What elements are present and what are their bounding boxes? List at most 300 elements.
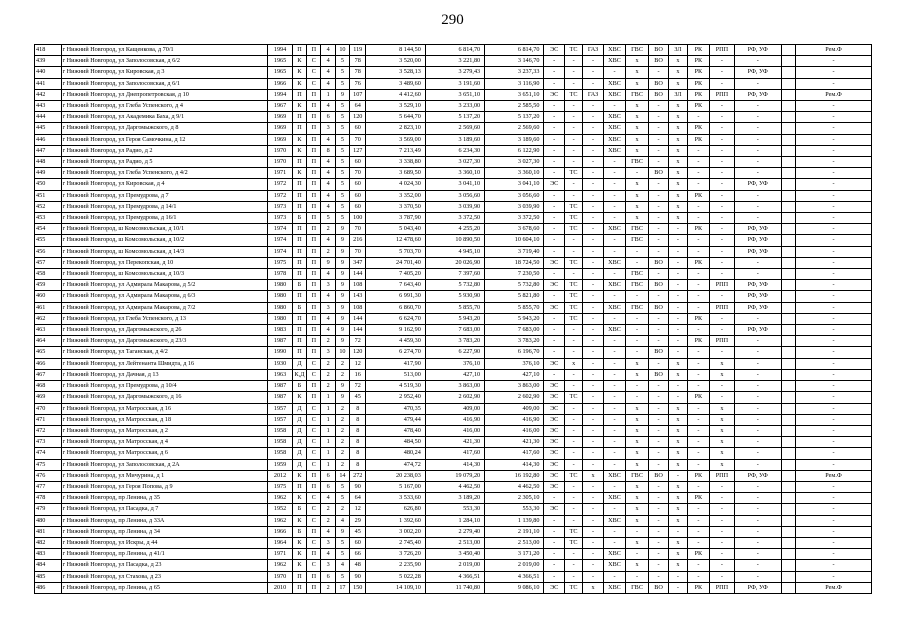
cell-floors: 2 xyxy=(335,425,349,436)
cell-address: г Нижний Новгород, ул Премудрова, д 14/1 xyxy=(61,201,268,212)
cell-service-rf-uf: - xyxy=(734,201,781,212)
cell-address: г Нижний Новгород, ш Комсомольская, д 10/3 xyxy=(61,269,268,280)
cell-service-ts: ТС xyxy=(564,582,582,593)
cell-service-rem-f: - xyxy=(796,392,872,403)
cell-service-rpp: - xyxy=(710,56,735,67)
cell-service-rk: - xyxy=(687,157,710,168)
cell-service-extra xyxy=(781,78,795,89)
cell-project-type: С xyxy=(307,437,321,448)
cell-service-rpp: х xyxy=(710,437,735,448)
cell-wall-material: П xyxy=(292,481,306,492)
cell-service-hvs: - xyxy=(603,425,626,436)
cell-living-area: 5 137,20 xyxy=(425,112,484,123)
cell-year-built: 1966 xyxy=(268,526,293,537)
cell-floors: 9 xyxy=(335,526,349,537)
cell-living-area: 5 930,90 xyxy=(425,291,484,302)
cell-living-area: 5 732,80 xyxy=(425,280,484,291)
cell-service-ts: - xyxy=(564,112,582,123)
cell-year-built: 1983 xyxy=(268,325,293,336)
cell-service-hvs: - xyxy=(603,213,626,224)
cell-service-ts: ТС xyxy=(564,537,582,548)
cell-living-area: 3 450,40 xyxy=(425,549,484,560)
cell-service-zl: - xyxy=(669,246,687,257)
table-row xyxy=(35,224,872,235)
cell-service-rk: - xyxy=(687,145,710,156)
cell-service-rpp: - xyxy=(710,67,735,78)
cell-service-ts: - xyxy=(564,369,582,380)
cell-apartments: 216 xyxy=(350,235,366,246)
cell-service-extra xyxy=(781,549,795,560)
cell-private-area: 3 027,30 xyxy=(485,157,544,168)
cell-service-gvs: х xyxy=(626,481,649,492)
table-row xyxy=(35,470,872,481)
cell-service-hvs: ХВС xyxy=(603,123,626,134)
cell-address: г Нижний Новгород, ул Пасадка, д 23 xyxy=(61,560,268,571)
cell-private-area: 3 189,60 xyxy=(485,134,544,145)
cell-service-rk: - xyxy=(687,381,710,392)
cell-service-gvs: - xyxy=(626,381,649,392)
cell-service-vo: - xyxy=(648,157,668,168)
cell-address: г Нижний Новгород, ш Комсомольская, д 14/3 xyxy=(61,246,268,257)
cell-service-es: - xyxy=(544,157,564,168)
cell-service-ts: ТС xyxy=(564,470,582,481)
cell-service-extra xyxy=(781,437,795,448)
cell-address: г Нижний Новгород, ул Матросская, д 18 xyxy=(61,414,268,425)
cell-address: г Нижний Новгород, пр Ленина, д 35 xyxy=(61,493,268,504)
cell-service-ts: - xyxy=(564,336,582,347)
cell-service-gas: х xyxy=(583,582,603,593)
cell-service-es: - xyxy=(544,224,564,235)
cell-living-area: 3 863,00 xyxy=(425,381,484,392)
cell-row-number: 479 xyxy=(35,504,62,515)
cell-service-rf-uf: - xyxy=(734,493,781,504)
cell-service-rf-uf: - xyxy=(734,381,781,392)
cell-address: г Нижний Новгород, ул Днепропетровская, д 10 xyxy=(61,89,268,100)
cell-service-extra xyxy=(781,381,795,392)
cell-service-ts: ТС xyxy=(564,302,582,313)
table-row xyxy=(35,392,872,403)
cell-row-number: 439 xyxy=(35,56,62,67)
cell-wall-material: К xyxy=(292,78,306,89)
cell-total-area: 4 412,60 xyxy=(366,89,425,100)
cell-row-number: 454 xyxy=(35,224,62,235)
table-row xyxy=(35,101,872,112)
cell-project-type: С xyxy=(307,403,321,414)
cell-service-gvs: х xyxy=(626,78,649,89)
cell-service-rf-uf: - xyxy=(734,112,781,123)
cell-service-rk: - xyxy=(687,403,710,414)
cell-floors: 9 xyxy=(335,302,349,313)
cell-floors: 2 xyxy=(335,437,349,448)
table-row xyxy=(35,280,872,291)
table-row xyxy=(35,235,872,246)
cell-entrances: 4 xyxy=(321,313,335,324)
cell-service-extra xyxy=(781,347,795,358)
cell-wall-material: П xyxy=(292,201,306,212)
cell-service-rem-f: - xyxy=(796,157,872,168)
cell-service-rpp: - xyxy=(710,549,735,560)
cell-wall-material: К xyxy=(292,134,306,145)
cell-service-zl: - xyxy=(669,224,687,235)
cell-apartments: 272 xyxy=(350,470,366,481)
cell-wall-material: К xyxy=(292,168,306,179)
cell-total-area: 14 109,10 xyxy=(366,582,425,593)
cell-service-es: - xyxy=(544,134,564,145)
cell-service-gvs: х xyxy=(626,425,649,436)
cell-service-rem-f: - xyxy=(796,515,872,526)
cell-service-gvs: х xyxy=(626,459,649,470)
cell-service-gas: - xyxy=(583,526,603,537)
cell-floors: 9 xyxy=(335,235,349,246)
cell-row-number: 457 xyxy=(35,257,62,268)
cell-service-vo: ВО xyxy=(648,45,668,56)
cell-service-rk: - xyxy=(687,448,710,459)
cell-service-rem-f: Рем.Ф xyxy=(796,45,872,56)
table-row xyxy=(35,123,872,134)
cell-service-gas: - xyxy=(583,325,603,336)
cell-row-number: 482 xyxy=(35,537,62,548)
cell-service-gvs: - xyxy=(626,313,649,324)
cell-service-zl: х xyxy=(669,459,687,470)
cell-floors: 5 xyxy=(335,112,349,123)
cell-wall-material: К xyxy=(292,145,306,156)
cell-address: г Нижний Новгород, ул Перекопская, д 10 xyxy=(61,257,268,268)
cell-project-type: П xyxy=(307,526,321,537)
cell-total-area: 3 529,10 xyxy=(366,101,425,112)
cell-service-gas: - xyxy=(583,67,603,78)
cell-service-hvs: ХВС xyxy=(603,549,626,560)
cell-entrances: 3 xyxy=(321,302,335,313)
cell-service-extra xyxy=(781,213,795,224)
cell-service-extra xyxy=(781,369,795,380)
cell-service-gvs: - xyxy=(626,291,649,302)
cell-service-rf-uf: - xyxy=(734,537,781,548)
cell-service-ts: - xyxy=(564,448,582,459)
cell-project-type: С xyxy=(307,414,321,425)
cell-row-number: 440 xyxy=(35,67,62,78)
cell-service-gvs: - xyxy=(626,246,649,257)
cell-total-area: 3 787,90 xyxy=(366,213,425,224)
cell-service-zl: х xyxy=(669,537,687,548)
cell-service-extra xyxy=(781,257,795,268)
cell-private-area: 2 513,00 xyxy=(485,537,544,548)
cell-address: г Нижний Новгород, ул Кировская, д 3 xyxy=(61,67,268,78)
cell-service-gas: - xyxy=(583,257,603,268)
cell-apartments: 90 xyxy=(350,571,366,582)
cell-project-type: С xyxy=(307,78,321,89)
cell-living-area: 416,00 xyxy=(425,425,484,436)
cell-service-hvs: ХВС xyxy=(603,224,626,235)
cell-wall-material: П xyxy=(292,336,306,347)
cell-service-ts: ТС xyxy=(564,257,582,268)
cell-entrances: 4 xyxy=(321,325,335,336)
cell-living-area: 4 945,10 xyxy=(425,246,484,257)
cell-service-gvs: ГВС xyxy=(626,157,649,168)
cell-living-area: 3 651,10 xyxy=(425,89,484,100)
cell-service-rk: РК xyxy=(687,56,710,67)
cell-living-area: 4 366,51 xyxy=(425,571,484,582)
cell-address: г Нижний Новгород, ул Адмирала Макарова, д 7/2 xyxy=(61,302,268,313)
cell-service-gas: - xyxy=(583,515,603,526)
cell-service-hvs: - xyxy=(603,291,626,302)
cell-service-extra xyxy=(781,190,795,201)
cell-year-built: 1974 xyxy=(268,246,293,257)
cell-row-number: 458 xyxy=(35,269,62,280)
cell-service-rk: РК xyxy=(687,549,710,560)
cell-year-built: 1980 xyxy=(268,291,293,302)
cell-service-es: ЭС xyxy=(544,459,564,470)
cell-service-vo: - xyxy=(648,145,668,156)
cell-apartments: 12 xyxy=(350,504,366,515)
table-row xyxy=(35,56,872,67)
cell-private-area: 3 719,40 xyxy=(485,246,544,257)
cell-address: г Нижний Новгород, ш Комсомольская, д 10/2 xyxy=(61,235,268,246)
cell-service-hvs: ХВС xyxy=(603,493,626,504)
cell-service-zl: х xyxy=(669,358,687,369)
cell-floors: 4 xyxy=(335,515,349,526)
cell-wall-material: П xyxy=(292,112,306,123)
cell-entrances: 1 xyxy=(321,392,335,403)
cell-private-area: 5 821,80 xyxy=(485,291,544,302)
cell-private-area: 409,00 xyxy=(485,403,544,414)
cell-project-type: П xyxy=(307,246,321,257)
cell-row-number: 486 xyxy=(35,582,62,593)
cell-service-vo: - xyxy=(648,504,668,515)
cell-service-vo: - xyxy=(648,549,668,560)
cell-private-area: 3 651,10 xyxy=(485,89,544,100)
cell-service-zl: х xyxy=(669,504,687,515)
cell-service-vo: - xyxy=(648,459,668,470)
cell-floors: 2 xyxy=(335,459,349,470)
cell-service-rpp: х xyxy=(710,414,735,425)
cell-service-es: - xyxy=(544,123,564,134)
cell-private-area: 4 462,50 xyxy=(485,481,544,492)
cell-address: г Нижний Новгород, ул Академика Баха, д 9/1 xyxy=(61,112,268,123)
cell-service-rpp: - xyxy=(710,78,735,89)
cell-service-extra xyxy=(781,537,795,548)
cell-service-es: - xyxy=(544,313,564,324)
table-row xyxy=(35,515,872,526)
cell-service-ts: - xyxy=(564,235,582,246)
cell-service-vo: ВО xyxy=(648,56,668,67)
cell-project-type: С xyxy=(307,515,321,526)
cell-service-gvs: - xyxy=(626,347,649,358)
cell-service-hvs: - xyxy=(603,403,626,414)
cell-service-rf-uf: - xyxy=(734,526,781,537)
cell-row-number: 451 xyxy=(35,190,62,201)
cell-living-area: 553,30 xyxy=(425,504,484,515)
table-row xyxy=(35,257,872,268)
cell-service-zl: х xyxy=(669,414,687,425)
cell-total-area: 626,80 xyxy=(366,504,425,515)
cell-service-es: ЭС xyxy=(544,358,564,369)
cell-service-gas: - xyxy=(583,336,603,347)
cell-service-gvs: х xyxy=(626,414,649,425)
table-row xyxy=(35,582,872,593)
table-row xyxy=(35,571,872,582)
cell-wall-material: К xyxy=(292,560,306,571)
cell-service-gvs: ГВС xyxy=(626,89,649,100)
cell-service-rk: - xyxy=(687,437,710,448)
cell-project-type: П xyxy=(307,336,321,347)
cell-private-area: 2 602,90 xyxy=(485,392,544,403)
cell-apartments: 60 xyxy=(350,123,366,134)
cell-private-area: 417,60 xyxy=(485,448,544,459)
cell-wall-material: К xyxy=(292,101,306,112)
cell-service-rem-f: - xyxy=(796,291,872,302)
cell-row-number: 475 xyxy=(35,459,62,470)
cell-service-rem-f: - xyxy=(796,425,872,436)
cell-service-gvs: ГВС xyxy=(626,582,649,593)
table-row xyxy=(35,246,872,257)
cell-service-es: - xyxy=(544,246,564,257)
cell-service-rem-f: - xyxy=(796,168,872,179)
table-row xyxy=(35,414,872,425)
cell-service-es: - xyxy=(544,101,564,112)
cell-service-rf-uf: РФ, УФ xyxy=(734,224,781,235)
cell-year-built: 1957 xyxy=(268,414,293,425)
cell-total-area: 7 405,20 xyxy=(366,269,425,280)
cell-address: г Нижний Новгород, ул Даргомыжского, д 8 xyxy=(61,123,268,134)
cell-floors: 9 xyxy=(335,89,349,100)
cell-service-rem-f: - xyxy=(796,235,872,246)
cell-service-rk: - xyxy=(687,537,710,548)
cell-service-gvs: х xyxy=(626,560,649,571)
cell-service-rk: - xyxy=(687,526,710,537)
table-row xyxy=(35,145,872,156)
cell-living-area: 3 039,90 xyxy=(425,201,484,212)
cell-service-hvs: ХВС xyxy=(603,112,626,123)
cell-service-gas: - xyxy=(583,414,603,425)
cell-total-area: 2 745,40 xyxy=(366,537,425,548)
cell-service-hvs: - xyxy=(603,504,626,515)
cell-wall-material: П xyxy=(292,89,306,100)
cell-entrances: 4 xyxy=(321,526,335,537)
cell-service-vo: - xyxy=(648,571,668,582)
cell-private-area: 3 237,33 xyxy=(485,67,544,78)
cell-service-ts: - xyxy=(564,549,582,560)
cell-service-vo: - xyxy=(648,437,668,448)
cell-service-rem-f: - xyxy=(796,481,872,492)
cell-service-gvs: х xyxy=(626,123,649,134)
cell-private-area: 3 171,20 xyxy=(485,549,544,560)
cell-service-gas: - xyxy=(583,145,603,156)
cell-row-number: 461 xyxy=(35,302,62,313)
cell-year-built: 1958 xyxy=(268,448,293,459)
cell-service-rk: РК xyxy=(687,89,710,100)
cell-entrances: 4 xyxy=(321,168,335,179)
cell-service-rk: - xyxy=(687,280,710,291)
cell-service-gas: - xyxy=(583,213,603,224)
cell-service-rem-f: - xyxy=(796,190,872,201)
cell-apartments: 45 xyxy=(350,526,366,537)
cell-service-vo: - xyxy=(648,134,668,145)
cell-service-gvs: х xyxy=(626,515,649,526)
cell-total-area: 3 726,20 xyxy=(366,549,425,560)
cell-service-ts: - xyxy=(564,179,582,190)
cell-service-zl: - xyxy=(669,336,687,347)
cell-year-built: 1958 xyxy=(268,425,293,436)
cell-service-rem-f: - xyxy=(796,246,872,257)
cell-service-rem-f: - xyxy=(796,549,872,560)
cell-service-ts: ТС xyxy=(564,201,582,212)
cell-row-number: 469 xyxy=(35,392,62,403)
cell-year-built: 1964 xyxy=(268,537,293,548)
cell-service-es: ЭС xyxy=(544,381,564,392)
cell-entrances: 4 xyxy=(321,269,335,280)
cell-private-area: 6 122,90 xyxy=(485,145,544,156)
cell-entrances: 6 xyxy=(321,470,335,481)
cell-apartments: 70 xyxy=(350,224,366,235)
cell-service-gas: - xyxy=(583,493,603,504)
cell-address: г Нижний Новгород, ул Глеба Успенского, д 13 xyxy=(61,313,268,324)
cell-total-area: 5 022,28 xyxy=(366,571,425,582)
cell-living-area: 417,60 xyxy=(425,448,484,459)
cell-apartments: 72 xyxy=(350,381,366,392)
table-row xyxy=(35,134,872,145)
cell-service-rf-uf: - xyxy=(734,78,781,89)
cell-service-rf-uf: - xyxy=(734,347,781,358)
cell-year-built: 1978 xyxy=(268,269,293,280)
cell-entrances: 2 xyxy=(321,358,335,369)
cell-project-type: П xyxy=(307,213,321,224)
cell-service-rpp: РПП xyxy=(710,280,735,291)
cell-service-rpp: - xyxy=(710,481,735,492)
cell-service-zl: - xyxy=(669,582,687,593)
cell-project-type: П xyxy=(307,45,321,56)
cell-service-rk: - xyxy=(687,269,710,280)
cell-row-number: 453 xyxy=(35,213,62,224)
cell-service-rpp: - xyxy=(710,235,735,246)
cell-service-rem-f: - xyxy=(796,257,872,268)
cell-project-type: П xyxy=(307,347,321,358)
cell-private-area: 4 366,51 xyxy=(485,571,544,582)
cell-service-ts: - xyxy=(564,493,582,504)
cell-entrances: 6 xyxy=(321,481,335,492)
cell-service-hvs: - xyxy=(603,381,626,392)
cell-service-vo: ВО xyxy=(648,347,668,358)
cell-service-hvs: - xyxy=(603,190,626,201)
cell-service-es: - xyxy=(544,369,564,380)
cell-floors: 9 xyxy=(335,381,349,392)
cell-living-area: 3 027,30 xyxy=(425,157,484,168)
cell-service-zl: - xyxy=(669,257,687,268)
cell-service-extra xyxy=(781,493,795,504)
cell-service-hvs: ХВС xyxy=(603,515,626,526)
cell-year-built: 1970 xyxy=(268,571,293,582)
cell-floors: 5 xyxy=(335,190,349,201)
cell-service-vo: - xyxy=(648,291,668,302)
cell-service-rem-f: - xyxy=(796,213,872,224)
cell-service-ts: ТС xyxy=(564,280,582,291)
cell-living-area: 416,90 xyxy=(425,414,484,425)
cell-service-vo: ВО xyxy=(648,582,668,593)
cell-service-rpp: х xyxy=(710,403,735,414)
cell-project-type: П xyxy=(307,157,321,168)
cell-service-vo: - xyxy=(648,224,668,235)
cell-row-number: 477 xyxy=(35,481,62,492)
cell-service-es: - xyxy=(544,515,564,526)
cell-service-hvs: - xyxy=(603,481,626,492)
cell-row-number: 446 xyxy=(35,134,62,145)
cell-service-rf-uf: - xyxy=(734,425,781,436)
table-row xyxy=(35,302,872,313)
cell-row-number: 452 xyxy=(35,201,62,212)
cell-address: г Нижний Новгород, ул Премудрова, д 10/4 xyxy=(61,381,268,392)
cell-service-extra xyxy=(781,448,795,459)
cell-service-rk: РК xyxy=(687,224,710,235)
cell-private-area: 7 683,00 xyxy=(485,325,544,336)
